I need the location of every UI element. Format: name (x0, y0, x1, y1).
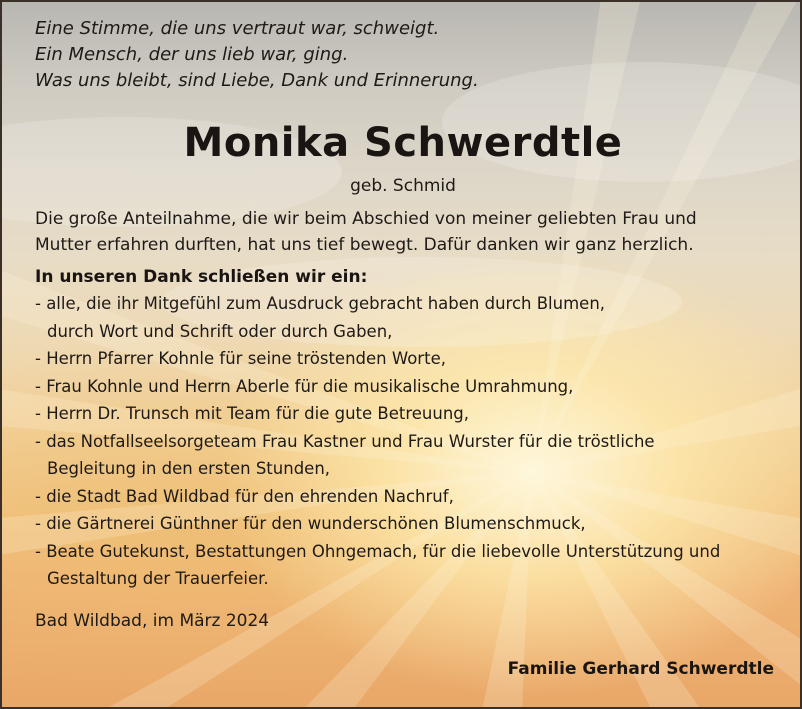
thanks-line: - das Notfallseelsorgeteam Frau Kastner und Frau Wurster für die tröstliche (35, 431, 655, 451)
poem-line: Eine Stimme, die uns vertraut war, schweigt. (35, 18, 440, 39)
family-signature: Familie Gerhard Schwerdtle (507, 659, 774, 679)
thanks-line: Gestaltung der Trauerfeier. (47, 569, 269, 588)
thanks-line: - Herrn Pfarrer Kohnle für seine tröstenden Worte, (35, 349, 446, 368)
birth-name: geb. Schmid (350, 176, 456, 196)
thanks-line: - Frau Kohnle und Herrn Aberle für die musikalische Umrahmung, (35, 376, 574, 396)
poem-line: Ein Mensch, der uns lieb war, ging. (35, 44, 349, 65)
thanks-line: - Herrn Dr. Trunsch mit Team für die gute Betreuung, (35, 404, 470, 423)
thanks-list (35, 290, 775, 593)
intro-line: Die große Anteilnahme, die wir beim Abschied von meiner geliebten Frau und (35, 209, 697, 229)
poem (35, 16, 479, 94)
thanks-line: - alle, die ihr Mitgefühl zum Ausdruck gebracht haben durch Blumen, (35, 294, 606, 313)
thanks-heading: In unseren Dank schließen wir ein: (35, 267, 368, 287)
thanks-line: - die Stadt Bad Wildbad für den ehrenden Nachruf, (35, 486, 454, 506)
place-date: Bad Wildbad, im März 2024 (35, 611, 270, 631)
poem-line: Was uns bleibt, sind Liebe, Dank und Erinnerung. (35, 70, 479, 91)
intro-text (35, 206, 775, 258)
thanks-line: Begleitung in den ersten Stunden, (47, 459, 331, 478)
intro-line: Mutter erfahren durften, hat uns tief bewegt. Dafür danken wir ganz herzlich. (35, 235, 694, 255)
thanks-line: - die Gärtnerei Günthner für den wunderschönen Blumenschmuck, (35, 514, 586, 533)
thanks-line: - Beate Gutekunst, Bestattungen Ohngemach, für die liebevolle Unterstützung und (35, 541, 721, 561)
deceased-name: Monika Schwerdtle (183, 120, 623, 166)
thanks-line: durch Wort und Schrift oder durch Gaben, (47, 321, 393, 341)
